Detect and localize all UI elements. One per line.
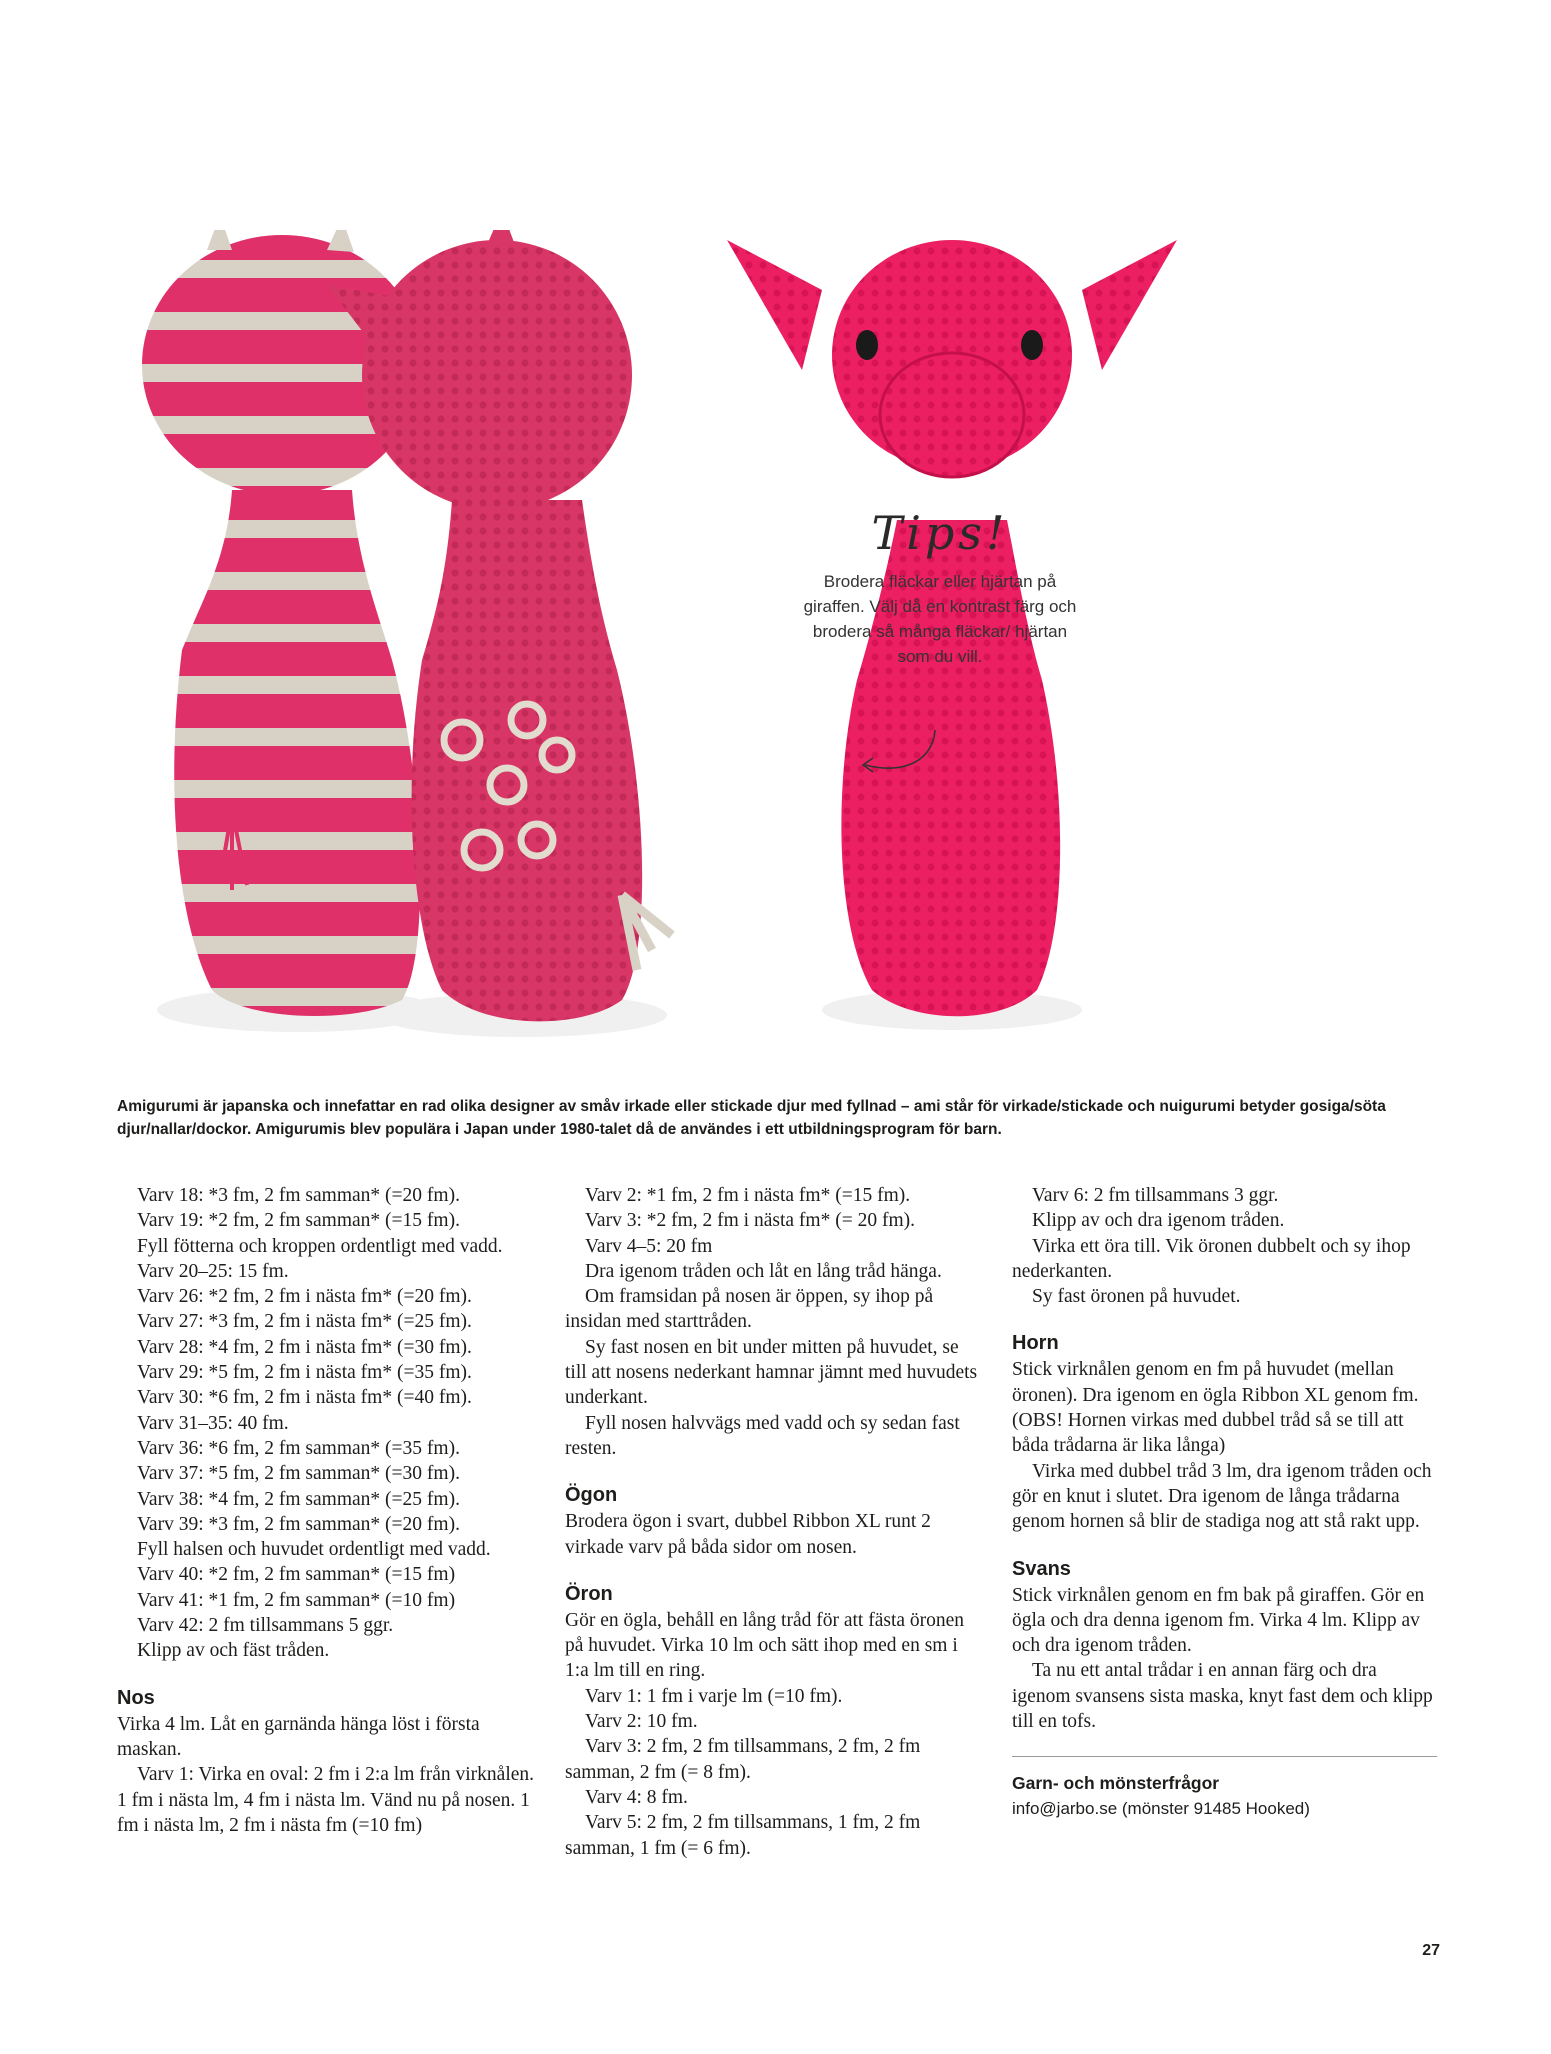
horn-text: Virka med dubbel tråd 3 lm, dra igenom tråden och gör en knut i slutet. Dra igenom de långa trådarna genom hornen så blir de stadiga nog att stå rakt upp. (1012, 1460, 1432, 1533)
pattern-line: Varv 4–5: 20 fm (585, 1235, 713, 1257)
section-heading-horn: Horn (1012, 1332, 1059, 1355)
pattern-line: Varv 37: *5 fm, 2 fm samman* (=30 fm). (137, 1463, 460, 1485)
pattern-line: Varv 27: *3 fm, 2 fm i nästa fm* (=25 fm). (137, 1311, 472, 1333)
tips-title: Tips! (871, 506, 1009, 560)
curved-arrow-icon (855, 725, 945, 780)
section-heading-nos: Nos (117, 1686, 155, 1709)
section-heading-ogon: Ögon (565, 1484, 618, 1507)
column-2 (565, 1183, 985, 1861)
nos-text: Varv 1: Virka en oval: 2 fm i 2:a lm från virknålen. 1 fm i nästa lm, 4 fm i nästa lm. Vänd nu på nosen. 1 fm i nästa lm, 2 fm i nästa fm (=10 fm) (117, 1764, 535, 1836)
pattern-line: Virka ett öra till. Vik öronen dubbelt och sy ihop nederkanten. (1012, 1235, 1411, 1282)
pattern-line: Klipp av och fäst tråden. (137, 1640, 330, 1662)
svans-text: Ta nu ett antal trådar i en annan färg och dra igenom svansens sista maska, knyt fast dem och klipp till en tofs. (1012, 1660, 1433, 1733)
column-3 (1012, 1183, 1437, 1821)
tips-text: Brodera fläckar eller hjärtan på giraffen. Välj då en kontrast färg och brodera så många fläckar/ hjärtan som du vill. (803, 572, 1077, 666)
pattern-line: Varv 3: *2 fm, 2 fm i nästa fm* (= 20 fm). (585, 1210, 915, 1232)
pattern-line: Sy fast nosen en bit under mitten på huvudet, se till att nosens nederkant hamnar jämnt med huvudets underkant. (565, 1336, 978, 1409)
pattern-line: Varv 39: *3 fm, 2 fm samman* (=20 fm). (137, 1513, 460, 1535)
contact-text: info@jarbo.se (mönster 91485 Hooked) (1012, 1799, 1310, 1819)
svans-text: Stick virknålen genom en fm bak på giraffen. Gör en ögla och dra denna igenom fm. Virka 4 lm. Klipp av och dra igenom tråden. (1012, 1584, 1425, 1657)
pattern-line: Varv 36: *6 fm, 2 fm samman* (=35 fm). (137, 1437, 460, 1459)
pattern-line: Varv 4: 8 fm. (585, 1786, 688, 1808)
column-1 (117, 1183, 537, 1838)
pattern-line: Varv 3: 2 fm, 2 fm tillsammans, 2 fm, 2 fm samman, 2 fm (= 8 fm). (565, 1736, 921, 1783)
pattern-line: Om framsidan på nosen är öppen, sy ihop på insidan med starttråden. (565, 1286, 934, 1333)
pattern-line: Varv 1: 1 fm i varje lm (=10 fm). (585, 1685, 843, 1707)
pattern-line: Varv 38: *4 fm, 2 fm samman* (=25 fm). (137, 1488, 460, 1510)
pattern-line: Varv 2: *1 fm, 2 fm i nästa fm* (=15 fm). (585, 1185, 911, 1206)
pattern-line: Varv 30: *6 fm, 2 fm i nästa fm* (=40 fm). (137, 1387, 472, 1409)
pattern-line: Fyll fötterna och kroppen ordentligt med vadd. (137, 1235, 503, 1257)
nos-text: Virka 4 lm. Låt en garnända hänga löst i första maskan. (117, 1713, 480, 1760)
tips-box (800, 505, 1080, 669)
pattern-line: Varv 18: *3 fm, 2 fm samman* (=20 fm). (137, 1185, 460, 1206)
section-heading-oron: Öron (565, 1582, 613, 1605)
pattern-line: Fyll halsen och huvudet ordentligt med vadd. (137, 1539, 491, 1561)
section-heading-svans: Svans (1012, 1557, 1071, 1580)
pattern-line: Fyll nosen halvvägs med vadd och sy sedan fast resten. (565, 1412, 960, 1459)
pattern-line: Varv 19: *2 fm, 2 fm samman* (=15 fm). (137, 1210, 460, 1232)
pattern-line: Varv 6: 2 fm tillsammans 3 ggr. (1032, 1185, 1279, 1206)
pattern-line: Varv 42: 2 fm tillsammans 5 ggr. (137, 1615, 394, 1637)
pattern-line: Varv 40: *2 fm, 2 fm samman* (=15 fm) (137, 1564, 456, 1586)
pattern-line: Varv 28: *4 fm, 2 fm i nästa fm* (=30 fm). (137, 1336, 472, 1358)
pattern-line: Sy fast öronen på huvudet. (1032, 1286, 1241, 1308)
oron-text: Gör en ögla, behåll en lång tråd för att fästa öronen på huvudet. Virka 10 lm och sätt ihop med en sm i 1:a lm till en ring. (565, 1609, 965, 1682)
giraffe-photo (112, 230, 1442, 1085)
pattern-line: Varv 2: 10 fm. (585, 1711, 698, 1733)
page-number: 27 (1422, 1942, 1440, 1959)
pattern-line: Varv 26: *2 fm, 2 fm i nästa fm* (=20 fm). (137, 1286, 472, 1308)
ogon-text: Brodera ögon i svart, dubbel Ribbon XL runt 2 virkade varv på båda sidor om nosen. (565, 1511, 931, 1558)
horn-text: Stick virknålen genom en fm på huvudet (mellan öronen). Dra igenom en ögla Ribbon XL genom fm. (OBS! Hornen virkas med dubbel tråd så se till att båda trådarna är lika långa) (1012, 1359, 1419, 1457)
pattern-line: Varv 31–35: 40 fm. (137, 1412, 289, 1434)
pattern-line: Varv 5: 2 fm, 2 fm tillsammans, 1 fm, 2 fm samman, 1 fm (= 6 fm). (565, 1812, 921, 1859)
photo-caption: Amigurumi är japanska och innefattar en rad olika designer av småv irkade eller stickade djur med fyllnad – ami står för virkade/stickade och nuigurumi betyder gosiga/söta djur/nallar/dockor. Amigurumis blev populära i Japan under 1980-talet då de användes i ett utbildningsprogram för barn. (117, 1098, 1386, 1138)
pattern-line: Varv 41: *1 fm, 2 fm samman* (=10 fm) (137, 1589, 456, 1611)
pattern-line: Klipp av och dra igenom tråden. (1032, 1210, 1285, 1232)
contact-heading: Garn- och mönsterfrågor (1012, 1773, 1220, 1794)
pattern-line: Varv 20–25: 15 fm. (137, 1260, 289, 1282)
divider (1012, 1756, 1437, 1757)
pattern-line: Dra igenom tråden och låt en lång tråd hänga. (585, 1260, 942, 1282)
pattern-line: Varv 29: *5 fm, 2 fm i nästa fm* (=35 fm). (137, 1362, 472, 1384)
